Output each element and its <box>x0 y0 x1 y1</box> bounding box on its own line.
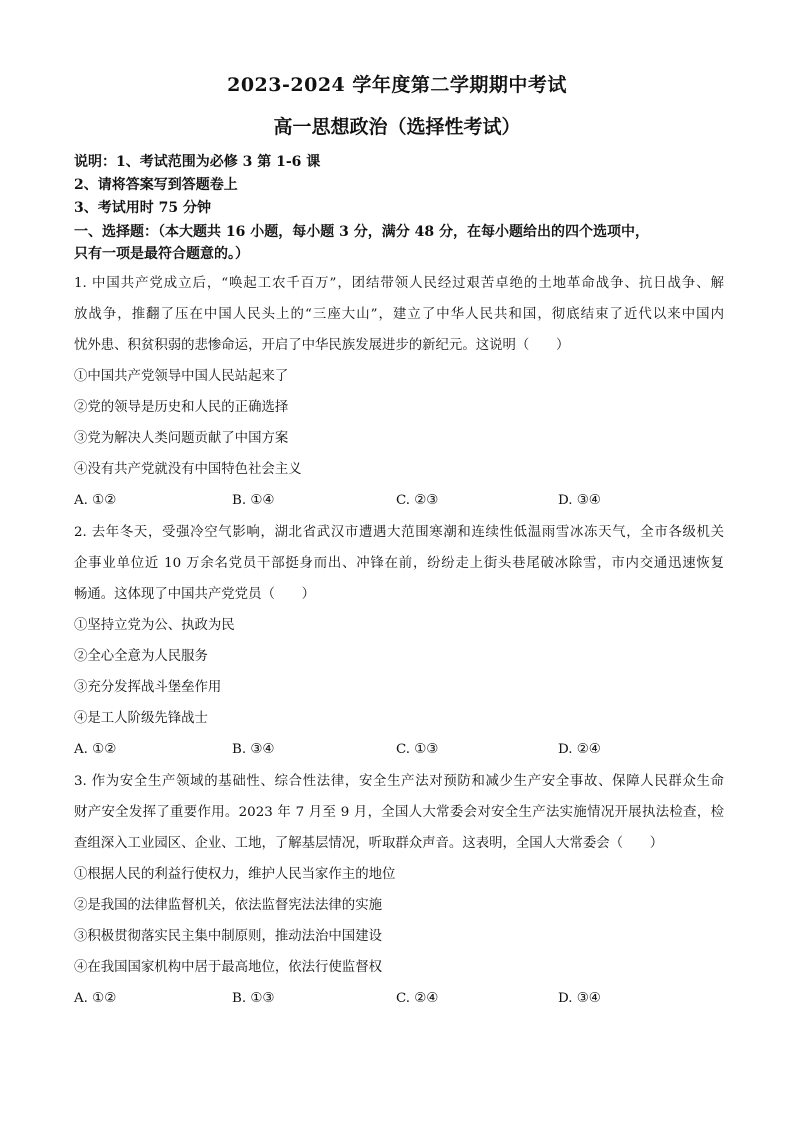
statement-2: ②党的领导是历史和人民的正确选择 <box>74 400 289 415</box>
option-d[interactable]: D. ②④ <box>558 742 601 757</box>
answer-options <box>74 734 724 765</box>
note-time: 3、考试用时 75 分钟 <box>74 200 211 216</box>
note-scope: 说明：1、考试范围为必修 3 第 1-6 课 <box>74 154 321 170</box>
statement-3: ③充分发挥战斗堡垒作用 <box>74 680 222 695</box>
section-heading-line-1: 一、选择题：（本大题共 16 小题，每小题 3 分，满分 48 分，在每小题给出的四个选项中， <box>74 224 649 240</box>
option-c[interactable]: C. ②③ <box>396 493 439 508</box>
exam-subtitle: 高一思想政治（选择性考试） <box>273 116 521 138</box>
answer-options <box>74 485 724 516</box>
option-d[interactable]: D. ③④ <box>558 493 601 508</box>
answer-options <box>74 983 724 1014</box>
note-answer-sheet: 2、请将答案写到答题卷上 <box>74 177 238 193</box>
question-stem-line: 忧外患、积贫积弱的悲惨命运，开启了中华民族发展进步的新纪元。这说明（ ） <box>74 338 570 353</box>
option-c[interactable]: C. ②④ <box>396 991 439 1006</box>
statement-3: ③党为解决人类问题贡献了中国方案 <box>74 431 289 446</box>
option-b[interactable]: B. ③④ <box>232 742 275 757</box>
option-b[interactable]: B. ①④ <box>232 493 275 508</box>
option-a[interactable]: A. ①② <box>74 742 117 757</box>
statement-1: ①坚持立党为公、执政为民 <box>74 618 235 633</box>
statement-3: ③积极贯彻落实民主集中制原则，推动法治中国建设 <box>74 929 382 944</box>
option-d[interactable]: D. ③④ <box>558 991 601 1006</box>
statement-1: ①中国共产党领导中国人民站起来了 <box>74 369 289 384</box>
question-stem-line: 放战争，推翻了压在中国人民头上的“三座大山”，建立了中华人民共和国，彻底结束了近代以来中国内 <box>74 307 724 322</box>
option-a[interactable]: A. ①② <box>74 991 117 1006</box>
question-stem-line: 1. 中国共产党成立后，“唤起工农千百万”，团结带领人民经过艰苦卓绝的土地革命战争、抗日战争、解 <box>74 276 724 291</box>
statement-4: ④是工人阶级先锋战士 <box>74 711 208 726</box>
question-stem-line: 财产安全发挥了重要作用。2023 年 7 月至 9 月，全国人大常委会对安全生产法实施情况开展执法检查，检 <box>74 805 724 820</box>
question-stem-line: 企事业单位近 10 万余名党员干部挺身而出、冲锋在前，纷纷走上街头巷尾破冰除雪，市内交通迅速恢复 <box>74 556 724 571</box>
statement-4: ④没有共产党就没有中国特色社会主义 <box>74 462 302 477</box>
exam-title: 2023-2024 学年度第二学期期中考试 <box>227 74 567 96</box>
question-2 <box>74 517 724 765</box>
question-1 <box>74 268 724 516</box>
statement-4: ④在我国国家机构中居于最高地位，依法行使监督权 <box>74 960 382 975</box>
section-heading <box>74 221 724 265</box>
section-heading-line-2: 只有一项是最符合题意的。） <box>74 246 249 262</box>
statement-2: ②是我国的法律监督机关，依法监督宪法法律的实施 <box>74 898 382 913</box>
question-stem-line: 3. 作为安全生产领域的基础性、综合性法律，安全生产法对预防和减少生产安全事故、保障人民群众生命 <box>74 774 724 789</box>
question-3 <box>74 766 724 1014</box>
option-a[interactable]: A. ①② <box>74 493 117 508</box>
question-stem-line: 2. 去年冬天，受强冷空气影响，湖北省武汉市遭遇大范围寒潮和连续性低温雨雪冰冻天气，全市各级机关 <box>74 525 724 540</box>
statement-1: ①根据人民的利益行使权力，维护人民当家作主的地位 <box>74 867 396 882</box>
question-stem-line: 畅通。这体现了中国共产党党员（ ） <box>74 587 316 602</box>
question-stem-line: 查组深入工业园区、企业、工地，了解基层情况，听取群众声音。这表明，全国人大常委会（ ） <box>74 836 664 851</box>
option-c[interactable]: C. ①③ <box>396 742 439 757</box>
option-b[interactable]: B. ①③ <box>232 991 275 1006</box>
statement-2: ②全心全意为人民服务 <box>74 649 208 664</box>
